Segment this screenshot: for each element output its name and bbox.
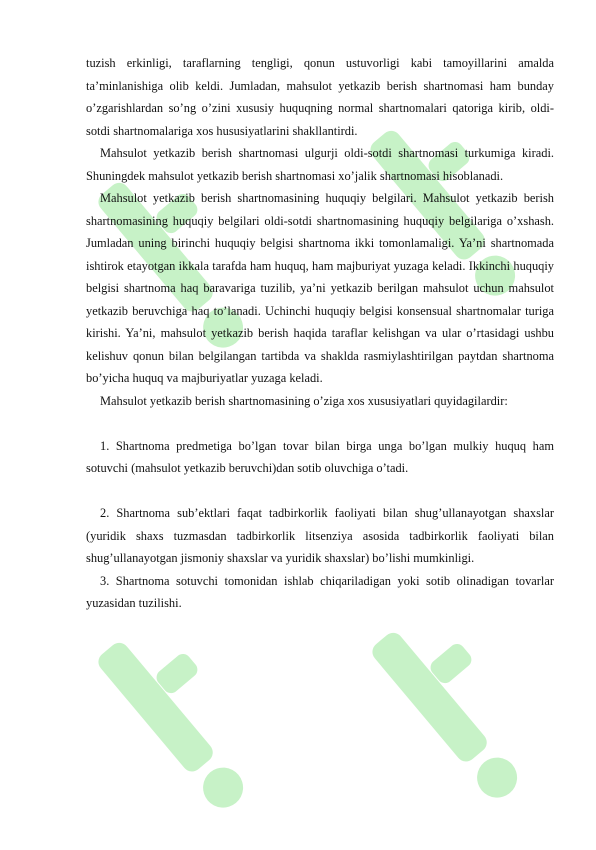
- watermark-logo: [96, 600, 266, 850]
- list-item-1: 1. Shartnoma predmetiga bo’lgan tovar bilan birga unga bo’lgan mulkiy huquq ham sotuvchi (mahsulot yetkazib beruvchi)dan sotib oluvchiga o’tadi.: [86, 438, 554, 475]
- watermark-logo: [370, 590, 540, 840]
- paragraph-contract-type: Mahsulot yetkazib berish shartnomasi ulgurji oldi-sotdi shartnomasi turkumiga kiradi. Shuningdek mahsulot yetkazib berish shartnomasi xo’jalik shartnomasi hisoblanadi.: [86, 146, 554, 183]
- paragraph-specific-features-intro: Mahsulot yetkazib berish shartnomasining o’ziga xos xususiyatlari quyidagilardir:: [100, 393, 508, 408]
- paragraph-continuation: tuzish erkinligi, taraflarning tengligi, qonun ustuvorligi kabi tamoyillarini amalda ta’minlanishiga olib keldi. Jumladan, mahsulot yetkazib berish shartnomasi ham bunday o’zgarishlardan so’ng o’zini xususiy huquqning normal shartnomalari qatoriga kirib, oldi-sotdi shartnomalariga xos hususiyatlarini shakllantirdi.: [86, 56, 554, 138]
- list-item-2: 2. Shartnoma sub’ektlari faqat tadbirkorlik faoliyati bilan shug’ullanayotgan shaxslar (yuridik shaxs tuzmasdan tadbirkorlik litsenziya asosida tadbirkorlik faoliyati bilan shug’ullanayotgan jismoniy shaxslar va yuridik shaxslar) bo’lishi mumkinligi.: [86, 506, 554, 565]
- list-item-3: 3. Shartnoma sotuvchi tomonidan ishlab chiqariladigan yoki sotib olinadigan tovarlar yuzasidan tuzilishi.: [86, 573, 554, 610]
- paragraph-legal-features: Mahsulot yetkazib berish shartnomasining huquqiy belgilari. Mahsulot yetkazib berish shartnomasining huquqiy belgilari oldi-sotdi shartnomasining huquqiy belgilariga o’xshash. Jumladan uning birinchi huquqiy belgisi shartnoma ikki tomonlamaligi. Ya’ni shartnomada ishtirok etayotgan ikkala tarafda ham huquq, ham majburiyat yuzaga keladi. Ikkinchi huquqiy belgisi shartnoma haq baravariga tuzilib, ya’ni yetkazib berilgan mahsulot uchun mahsulot yetkazib beruvchiga haq to’lanadi. Uchinchi huquqiy belgisi konsensual shartnomalar turiga kirishi. Ya’ni, mahsulot yetkazib berish haqida taraflar kelishgan va ular o’rtasidagi ushbu kelishuv qonun bilan belgilangan tartibda va shaklda rasmiylashtirilgan paytdan shartnoma bo’yicha huquq va majburiyatlar yuzaga keladi.: [86, 191, 554, 385]
- body-text: [86, 52, 554, 615]
